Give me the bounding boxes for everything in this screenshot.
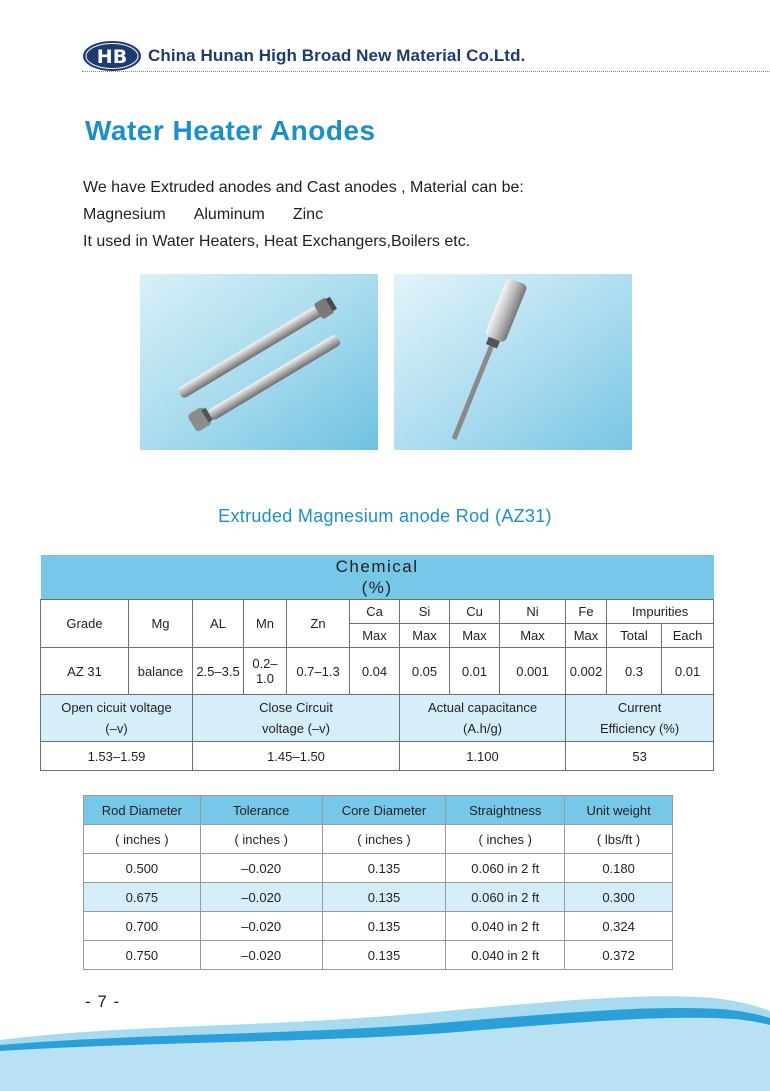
zn-value: 0.7–1.3 [287,648,350,695]
efficiency-header [566,695,714,742]
col-si: Si [400,600,450,624]
ocv-header-line1: Open cicuit voltage [61,700,172,715]
intro-line-1: We have Extruded anodes and Cast anodes , Material can be: [83,179,524,196]
total-value: 0.3 [607,648,662,695]
ca-value: 0.04 [350,648,400,695]
table-cell: 0.060 in 2 ft [446,883,565,912]
table-row [41,648,714,695]
page-title: Water Heater Anodes [85,115,376,146]
header-divider [82,71,770,72]
al-value: 2.5–3.5 [193,648,244,695]
ccv-value: 1.45–1.50 [193,742,400,771]
table-row [84,941,673,970]
ni-max: Max [500,624,566,648]
impurities-total: Total [607,624,662,648]
page-number: - 7 - [85,992,121,1011]
company-name: China Hunan High Broad New Material Co.Ltd. [148,46,526,65]
unit-cell: ( inches ) [84,825,201,854]
material-aluminum: Aluminum [193,206,265,223]
material-magnesium: Magnesium [83,206,166,223]
col-mn: Mn [244,600,287,648]
ca-max: Max [350,624,400,648]
table-cell: 0.300 [565,883,673,912]
col-rod-diameter: Rod Diameter [84,796,201,825]
fe-value: 0.002 [566,648,607,695]
table-row [84,883,673,912]
col-unit-weight: Unit weight [565,796,673,825]
unit-cell: ( inches ) [200,825,322,854]
col-zn: Zn [287,600,350,648]
table-cell: 0.372 [565,941,673,970]
logo-text: HB [96,46,128,68]
capacitance-value: 1.100 [400,742,566,771]
material-zinc: Zinc [292,206,324,223]
table-cell: 0.040 in 2 ft [446,941,565,970]
impurities-each: Each [662,624,714,648]
table-cell: 0.750 [84,941,201,970]
si-max: Max [400,624,450,648]
chemical-unit: (%) [361,578,393,597]
table-cell: –0.020 [200,854,322,883]
chemical-header [41,555,714,600]
col-mg: Mg [129,600,193,648]
mn-value: 0.2–1.0 [244,648,287,695]
grade-value: AZ 31 [41,648,129,695]
table-cell: 0.040 in 2 ft [446,912,565,941]
efficiency-value: 53 [566,742,714,771]
ni-value: 0.001 [500,648,566,695]
table-cell: 0.324 [565,912,673,941]
col-impurities: Impurities [607,600,714,624]
si-value: 0.05 [400,648,450,695]
col-ni: Ni [500,600,566,624]
col-tolerance: Tolerance [200,796,322,825]
table-cell: 0.060 in 2 ft [446,854,565,883]
table-cell: –0.020 [200,941,322,970]
units-row [84,825,673,854]
col-al: AL [193,600,244,648]
capacitance-header-line2: (A.h/g) [462,721,502,736]
table-row [41,742,714,771]
rod-dimension-table [83,795,673,970]
cu-max: Max [450,624,500,648]
ccv-header [193,695,400,742]
cast-anode-photo [394,274,632,450]
extruded-rods-photo [140,274,378,450]
ocv-value: 1.53–1.59 [41,742,193,771]
each-value: 0.01 [662,648,714,695]
ocv-header-line2: (–v) [105,721,128,736]
ccv-header-line2: voltage (–v) [262,721,330,736]
col-cu: Cu [450,600,500,624]
col-ca: Ca [350,600,400,624]
table-cell: 0.135 [322,854,446,883]
intro-line-3: It used in Water Heaters, Heat Exchangers,Boilers etc. [83,233,471,250]
materials-line [83,201,524,228]
table-row [84,854,673,883]
section-title: Extruded Magnesium anode Rod (AZ31) [218,506,552,526]
table-cell: 0.500 [84,854,201,883]
table-cell: 0.135 [322,912,446,941]
table-cell: 0.135 [322,883,446,912]
table-cell: 0.700 [84,912,201,941]
col-fe: Fe [566,600,607,624]
unit-cell: ( lbs/ft ) [565,825,673,854]
unit-cell: ( inches ) [446,825,565,854]
mg-value: balance [129,648,193,695]
table-cell: 0.135 [322,941,446,970]
table-cell: 0.180 [565,854,673,883]
unit-cell: ( inches ) [322,825,446,854]
chemical-title: Chemical [335,557,419,576]
ocv-header [41,695,193,742]
cu-value: 0.01 [450,648,500,695]
intro-text [83,174,524,255]
capacitance-header [400,695,566,742]
chemical-composition-table [40,555,714,771]
table-cell: 0.675 [84,883,201,912]
col-grade: Grade [41,600,129,648]
fe-max: Max [566,624,607,648]
ccv-header-line1: Close Circuit [259,700,333,715]
company-logo [82,40,142,72]
efficiency-header-line1: Current [617,700,662,715]
col-straightness: Straightness [446,796,565,825]
efficiency-header-line2: Efficiency (%) [599,721,680,736]
page-header [82,38,770,74]
capacitance-header-line1: Actual capacitance [427,700,538,715]
table-row [84,912,673,941]
table-cell: –0.020 [200,883,322,912]
table-cell: –0.020 [200,912,322,941]
col-core-diameter: Core Diameter [322,796,446,825]
